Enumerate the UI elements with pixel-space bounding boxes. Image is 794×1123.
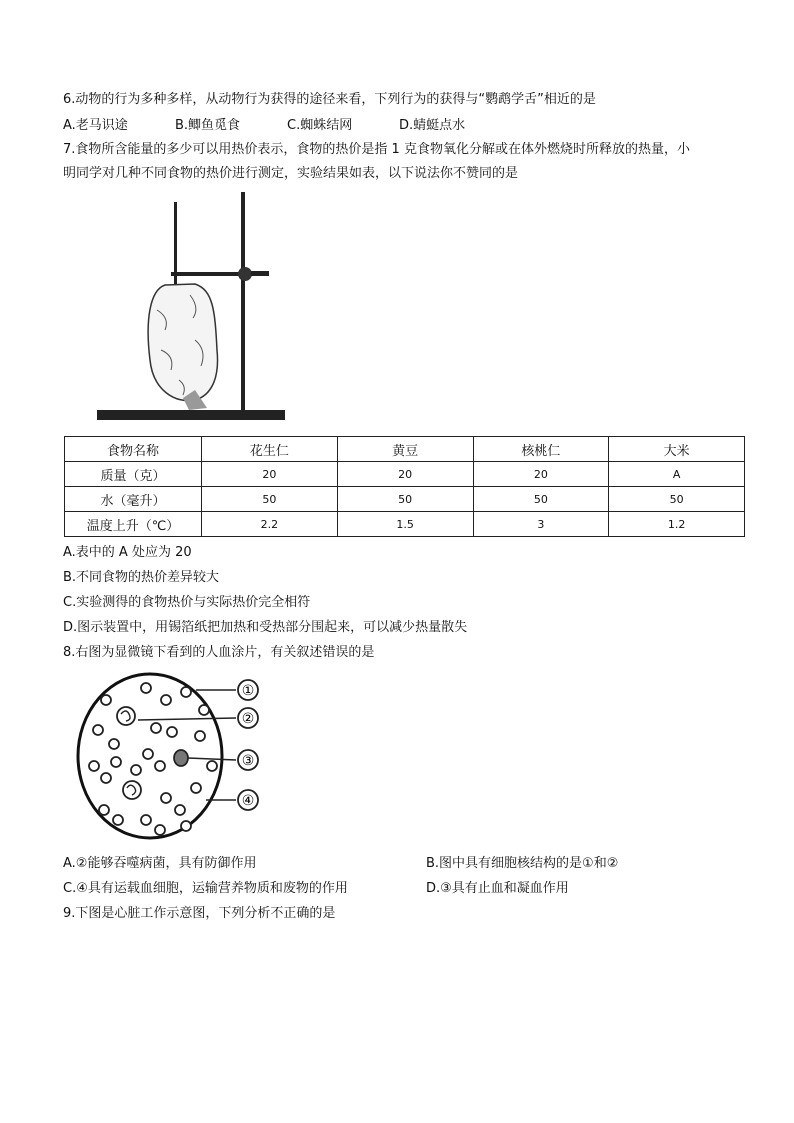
label-2: ② [241,711,255,727]
red-blood-cell [93,725,103,735]
table-cell: 1.2 [609,512,745,537]
table-cell: 1.5 [337,512,473,537]
red-blood-cell [161,793,171,803]
red-blood-cell [113,815,123,825]
label-4: ④ [241,793,255,809]
table-cell: 2.2 [202,512,338,537]
red-blood-cell [151,723,161,733]
red-blood-cell [161,695,171,705]
table-row-label: 质量（克） [65,462,202,487]
table-row-label: 水（毫升） [65,487,202,512]
label-3: ③ [241,753,255,769]
table-cell: 50 [609,487,745,512]
table-header-cell: 大米 [609,437,745,462]
q7-option-b: B.不同食物的热价差异较大 [63,570,220,585]
red-blood-cell [141,815,151,825]
q6-option-c: C.蜘蛛结网 [287,118,353,133]
red-blood-cell [167,727,177,737]
table-cell: 20 [337,462,473,487]
table-header-cell: 核桃仁 [473,437,609,462]
table-header-cell: 黄豆 [337,437,473,462]
q7-stem-line1: 7.食物所含能量的多少可以用热价表示，食物的热价是指 1 克食物氧化分解或在体外燃烧时所释放的热量，小 [63,142,690,157]
table-cell: 50 [337,487,473,512]
q6-option-a: A.老马识途 [63,118,128,133]
calorimeter-apparatus-figure [95,190,285,426]
red-blood-cell [155,825,165,835]
table-cell: 20 [202,462,338,487]
q8-option-a: A.②能够吞噬病菌，具有防御作用 [63,856,257,871]
table-row [65,487,745,512]
table-row-label: 温度上升（℃） [65,512,202,537]
red-blood-cell [89,761,99,771]
q8-stem: 8.右图为显微镜下看到的人血涂片，有关叙述错误的是 [63,645,375,660]
q7-option-a: A.表中的 A 处应为 20 [63,545,192,560]
red-blood-cell [109,739,119,749]
table-cell: 50 [202,487,338,512]
table-header-cell: 花生仁 [202,437,338,462]
red-blood-cell [143,749,153,759]
red-blood-cell [101,773,111,783]
red-blood-cell [101,695,111,705]
q7-option-d: D.图示装置中，用锡箔纸把加热和受热部分围起来，可以减少热量散失 [63,620,468,635]
blood-smear-figure [76,670,276,850]
table-cell: 3 [473,512,609,537]
red-blood-cell [181,821,191,831]
label-1: ① [241,683,255,699]
q7-option-c: C.实验测得的食物热价与实际热价完全相符 [63,595,311,610]
table-cell: A [609,462,745,487]
table-row [65,462,745,487]
table-header-row [65,437,745,462]
q8-option-d: D.③具有止血和凝血作用 [426,881,569,896]
red-blood-cell [131,765,141,775]
table-header-cell: 食物名称 [65,437,202,462]
red-blood-cell [181,687,191,697]
q7-stem-line2: 明同学对几种不同食物的热价进行测定，实验结果如表，以下说法你不赞同的是 [63,166,519,181]
red-blood-cell [207,761,217,771]
q8-option-b: B.图中具有细胞核结构的是①和② [426,856,619,871]
q9-stem: 9.下图是心脏工作示意图，下列分析不正确的是 [63,906,336,921]
q6-option-b: B.鲫鱼觅食 [175,118,241,133]
q6-option-d: D.蜻蜓点水 [399,118,466,133]
red-blood-cell [111,757,121,767]
red-blood-cell [155,761,165,771]
red-blood-cell [191,783,201,793]
red-blood-cell [199,705,209,715]
table-row [65,512,745,537]
red-blood-cell [99,805,109,815]
q6-stem: 6.动物的行为多种多样，从动物行为获得的途径来看，下列行为的获得与“鹦鹉学舌”相近的是 [63,92,596,107]
red-blood-cell [195,731,205,741]
table-cell: 20 [473,462,609,487]
red-blood-cell [175,805,185,815]
food-calorie-table [64,436,745,537]
red-blood-cell [141,683,151,693]
q8-option-c: C.④具有运载血细胞，运输营养物质和废物的作用 [63,881,348,896]
table-cell: 50 [473,487,609,512]
